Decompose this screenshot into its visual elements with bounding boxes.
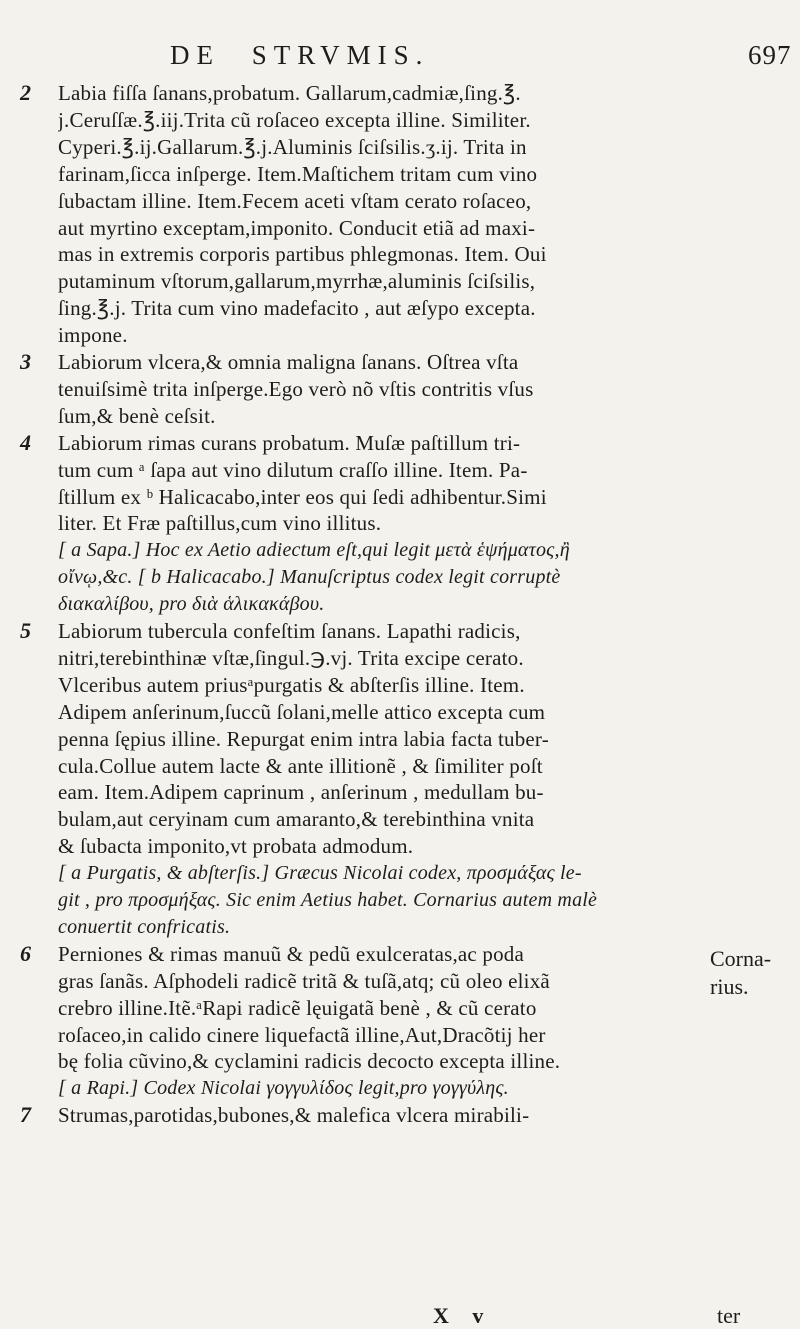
line-text: j.Ceruſſæ.℥.iij.Trita cũ roſaceo excepta illine. Similiter.	[58, 108, 531, 132]
page-number: 697	[748, 40, 792, 70]
line-text: διακαλίβου, pro διὰ ἁλικακάβου.	[58, 593, 325, 615]
line-text: ſing.℥.j. Trita cum vino madefacito , aut æſypo excepta.	[58, 296, 536, 320]
margin-note	[710, 945, 771, 1001]
line-text: cula.Colluе autem lacte & ante illitionẽ , & ſimiliter poſt	[58, 754, 543, 778]
line-text: Labiorum tubercula confeſtim ſanans. Lapathi radicis,	[58, 619, 521, 643]
section-number: 5	[20, 618, 31, 643]
catchword: ter	[717, 1303, 741, 1328]
section-number: 4	[20, 430, 31, 455]
line-text: [ a Purgatis, & abſterſis.] Græcus Nicolai codex, προσμάξας le-	[58, 862, 582, 884]
line-text: crebro illine.Itẽ.ᵃRapi radicẽ lęuigatã benè , & cũ cerato	[58, 996, 537, 1020]
line-text: Labiorum vlcera,& omnia maligna ſanans. Oſtrea vſta	[58, 350, 519, 374]
line-text: bulam,aut cerуinam cum amaranto,& terebinthina vnita	[58, 807, 535, 831]
line-text: & ſubacta imponito,vt probata admodum.	[58, 834, 414, 858]
line-text: Labiorum rimas curans probatum. Muſæ paſtillum tri-	[58, 431, 521, 455]
section-number: 2	[20, 80, 31, 105]
line-text: [ a Rapi.] Codex Nicolai γογγυλίδος legit,pro γογγύλης.	[58, 1077, 509, 1099]
line-text: conuertit confricatis.	[58, 916, 231, 938]
signature-mark: X v	[433, 1303, 484, 1328]
line-text: penna ſępius illine. Repurgat enim intra labia facta tuber-	[58, 727, 549, 751]
line-text: nitri,terebinthinæ vſtæ,ſingul.℈.vj. Trita excipe cerato.	[58, 646, 524, 670]
line-text: tum cum ᵃ ſapa aut vino dilutum craſſo illine. Item. Pa-	[58, 458, 528, 482]
line-text: [ a Sapa.] Hoc ex Aetio adiectum eſt,qui legit μετὰ ἑψήματος,ἢ	[58, 539, 570, 561]
line-text: bę folia cũvino,& cyclamini radicis decocto excepta illine.	[58, 1049, 561, 1073]
line-text: ſum,& benè ceſsit.	[58, 404, 216, 428]
line-text: Strumas,parotidas,bubones,& malefica vlcera mirabili-	[58, 1103, 530, 1127]
margin-note-line: Corna-	[710, 946, 772, 971]
running-title: DE STRVMIS.	[170, 40, 430, 70]
line-text: Perniones & rimas manuũ & pedũ exulceratas,ac poda	[58, 942, 525, 966]
line-text: roſaceo,in calido cinere liquefactã illine,Aut,Dracõtij her	[58, 1023, 546, 1047]
line-text: Adipem anſerinum,ſuccũ ſolani,melle attico excepta cum	[58, 700, 546, 724]
section-number: 6	[20, 941, 31, 966]
line-text: putaminum vſtorum,gallarum,myrrhæ,aluminis ſciſsilis,	[58, 269, 536, 293]
line-text: mas in extremis corporis partibus phlegmonas. Item. Oui	[58, 242, 547, 266]
line-text: git , pro προσμήξας. Sic enim Aetius habet. Cornarius autem malè	[58, 889, 598, 911]
section-number: 7	[20, 1102, 31, 1127]
line-text: gras ſanãs. Aſphodeli radicẽ tritã & tuſã,atq; cũ oleo elixã	[58, 969, 550, 993]
margin-note-line: rius.	[710, 974, 749, 999]
line-text: farinam,ſicca inſperge. Item.Maſtichem tritam cum vino	[58, 162, 538, 186]
line-text: tenuiſsimè trita inſperge.Ego verò nõ vſtis contritis vſus	[58, 377, 534, 401]
line-text: ſubactam illine. Item.Fecem aceti vſtam cerato roſaceo,	[58, 189, 532, 213]
line-text: aut myrtino exceptam,imponito. Conducit etiã ad maxi-	[58, 216, 536, 240]
line-text: Vlceribus autem priusᵃpurgatis & abſterſis illine. Item.	[58, 673, 525, 697]
line-text: Labia fiſſa ſanans,probatum. Gallarum,cadmiæ,ſing.℥.	[58, 81, 521, 105]
line-text: οἴνῳ,&c. [ b Halicacabo.] Manuſcriptus codex legit corruptè	[58, 566, 561, 588]
line-text: liter. Et Fræ paſtillus,cum vino illitus.	[58, 511, 382, 535]
line-text: impone.	[58, 323, 128, 347]
line-text: eam. Item.Adipem caprinum , anſerinum , medullam bu-	[58, 780, 544, 804]
line-text: Cyperi.℥.ij.Gallarum.℥.j.Aluminis ſciſsilis.ʒ.ij. Trita in	[58, 135, 527, 159]
section-number: 3	[20, 349, 31, 374]
line-text: ſtillum ex ᵇ Halicacabo,inter eos qui ſedi adhibentur.Simi	[58, 485, 547, 509]
